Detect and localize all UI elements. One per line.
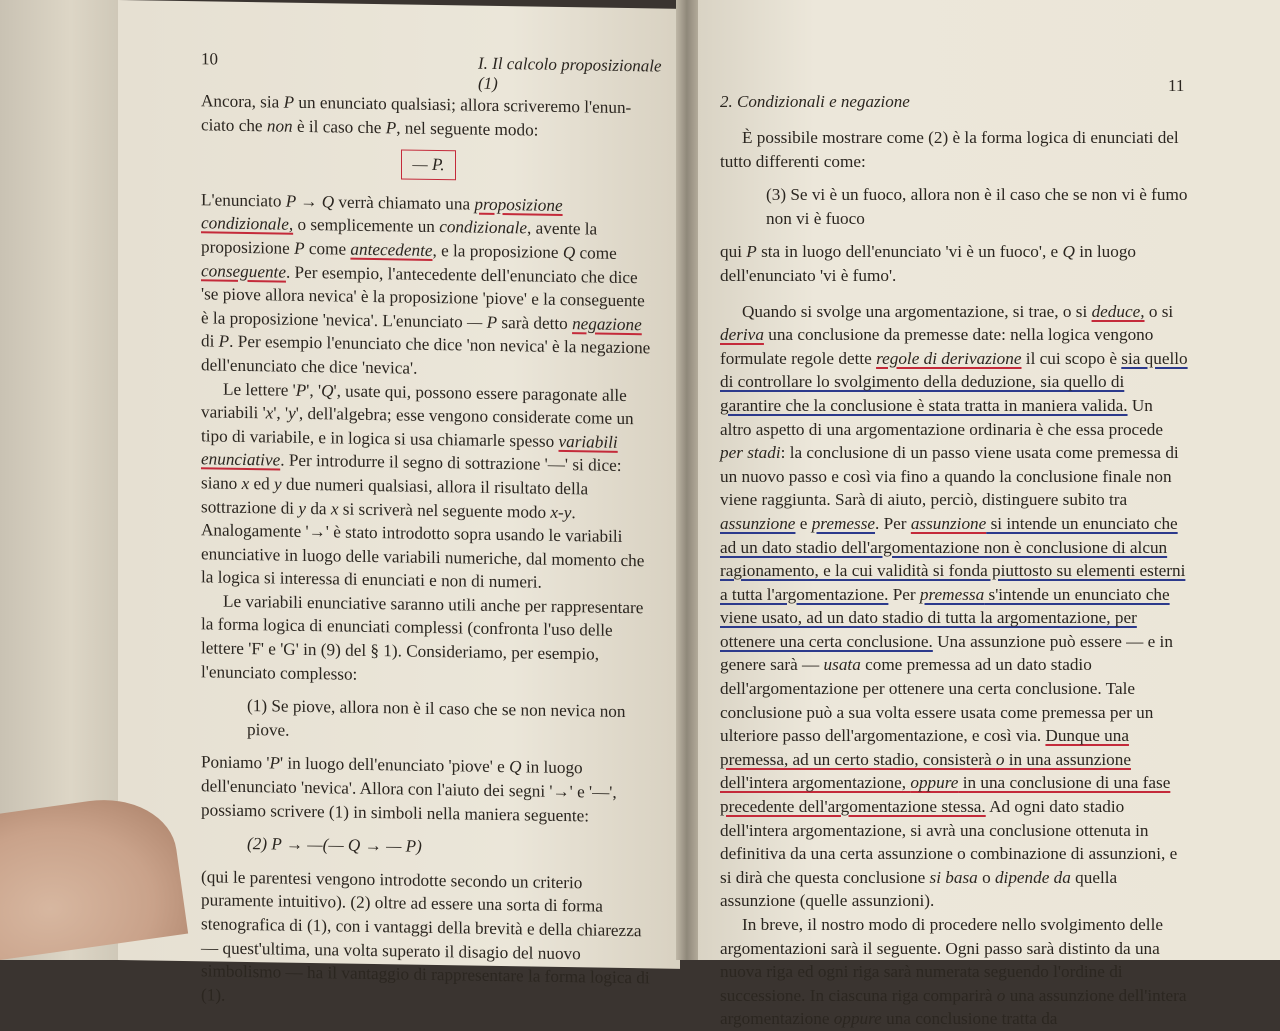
paragraph-parentheses: (qui le parentesi vengono introdotte secondo un criterio puramente intuitivo). (2) oltre ad essere una sorta di forma stenografica di (1), con i vantaggi della brevità e della chiarezza — quest'ultima, una volta superato il disagio del nuovo simbolismo — ha il vantaggio di rappresentare la forma logica di (1). [201, 867, 650, 1005]
left-running-head: I. Il calcolo proposizionale (1) [478, 53, 662, 93]
left-page-number: 10 [201, 49, 218, 69]
paragraph-poniamo: Poniamo 'P' in luogo dell'enunciato 'piove' e Q in luogo dell'enunciato 'nevica'. Allora con l'aiuto dei segni '→' e '—', possiamo scrivere (1) in simboli nella maniera seguente: [201, 752, 617, 826]
negation-formula [201, 146, 656, 183]
example-3: (3) Se vi è un fuoco, allora non è il caso che se non vi è fumo non vi è fuoco [766, 185, 1188, 228]
paragraph-qui: qui P sta in luogo dell'enunciato 'vi è un fuoco', e Q in luogo dell'enunciato 'vi è fumo'. [720, 242, 1137, 285]
example-2: (2) P → —(— Q → — P) [247, 834, 422, 856]
paragraph-variables: Le lettere 'P', 'Q', usate qui, possono essere paragonate alle variabili 'x', 'y', dell'algebra; esse vengono considerate come un tipo di variabile, e in logica si usa chiamarle spesso variabili enunciative. Per introdurre il segno di sottrazione '—' si dice: siano x ed y due numeri qualsiasi, allora il risultato della sottrazione di y da x si scriverà nel seguente modo x-y. Analogamente '→' è stato introdotto sopra usando le variabili enunciative in luogo delle variabili numeriche, dal momento che la logica si interessa di enunciati e non di numeri. [201, 379, 645, 592]
right-page [698, 0, 1280, 1029]
right-body [720, 126, 1188, 1031]
left-body [201, 89, 656, 1014]
paragraph-argomentazione: Quando si svolge una argomentazione, si trae, o si deduce, o si deriva una conclusione da premesse date: nella logica vengono formulate regole dette regole di derivazione il cui scopo è sia quello di controllare lo svolgimento della deduzione, sia quello di garantire che la conclusione è stata tratta in maniera valida. Un altro aspetto di una argomentazione ordinaria è che essa procede per stadi: la conclusione di un passo viene usata come premessa di un nuovo passo e così via fino a quando la conclusione finale non viene raggiunta. Sarà di aiuto, perciò, distinguere subito tra assunzione e premesse. Per assunzione si intende un enunciato che ad un dato stadio dell'argomentazione non è conclusione di alcun ragionamento, e la cui validità si fonda piuttosto su elementi esterni a tutta l'argomentazione. Per premessa s'intende un enunciato che viene usato, ad un dato stadio di tutta la argomentazione, per ottenere una certa conclusione. Una assunzione può essere — e in genere sarà — usata come premessa ad un dato stadio dell'argomentazione per ottenere una certa conclusione. Tale conclusione può a sua volta essere usata come premessa per un ulteriore passo dell'argomentazione, e così via. Dunque una premessa, ad un certo stadio, consisterà o in una assunzione dell'intera argomentazione, oppure in una conclusione di una fase precedente dell'argomentazione stessa. Ad ogni dato stadio dell'intera argomentazione, si avrà una conclusione ottenuta in definitiva da una certa assunzione o combinazione di assunzioni, e si dirà che questa conclusione si basa o dipende da quella assunzione (quelle assunzioni). [720, 301, 1188, 911]
example-1: (1) Se piove, allora non è il caso che se non nevica non piove. [247, 696, 626, 740]
paragraph-complex: Le variabili enunciative saranno utili anche per rappresentare la forma logica di enunciati complessi (confronta l'uso delle lettere 'F' e 'G' in (9) del § 1). Consideriamo, per esempio, l'enunciato complesso: [201, 591, 644, 684]
paragraph-conditional: L'enunciato P → Q verrà chiamato una proposizione condizionale, o semplicemente un condizionale, avente la proposizione P come antecedente, e la proposizione Q come conseguente. Per esempio, l'antecedente dell'enunciato che dice 'se piove allora nevica' è la proposizione 'piove' e la conseguente è la proposizione 'nevica'. L'enunciato — P sarà detto negazione di P. Per esempio l'enunciato che dice 'non nevica' è la negazione dell'enunciato che dice 'nevica'. [201, 190, 651, 378]
paragraph-in-breve: In breve, il nostro modo di procedere nello svolgimento delle argomentazioni sarà il seguente. Ogni passo sarà distinto da una nuova riga ed ogni riga sarà numerata seguendo l'ordine di successione. In ciascuna riga comparirà o una assunzione dell'intera argomentazione oppure una conclusione tratta da [720, 915, 1187, 1029]
right-page-number: 11 [1168, 76, 1185, 95]
right-running-head: 2. Condizionali e negazione [720, 92, 910, 111]
intro-text: Ancora, sia P un enunciato qualsiasi; allora scriveremo l'enun- ciato che non è il caso che P, nel seguente modo: [201, 91, 632, 140]
boxed-formula: — P. [401, 150, 455, 180]
book-gutter [676, 0, 700, 960]
left-page [118, 0, 680, 1005]
paragraph-possible: È possibile mostrare come (2) è la forma logica di enunciati del tutto differenti come: [720, 128, 1179, 171]
